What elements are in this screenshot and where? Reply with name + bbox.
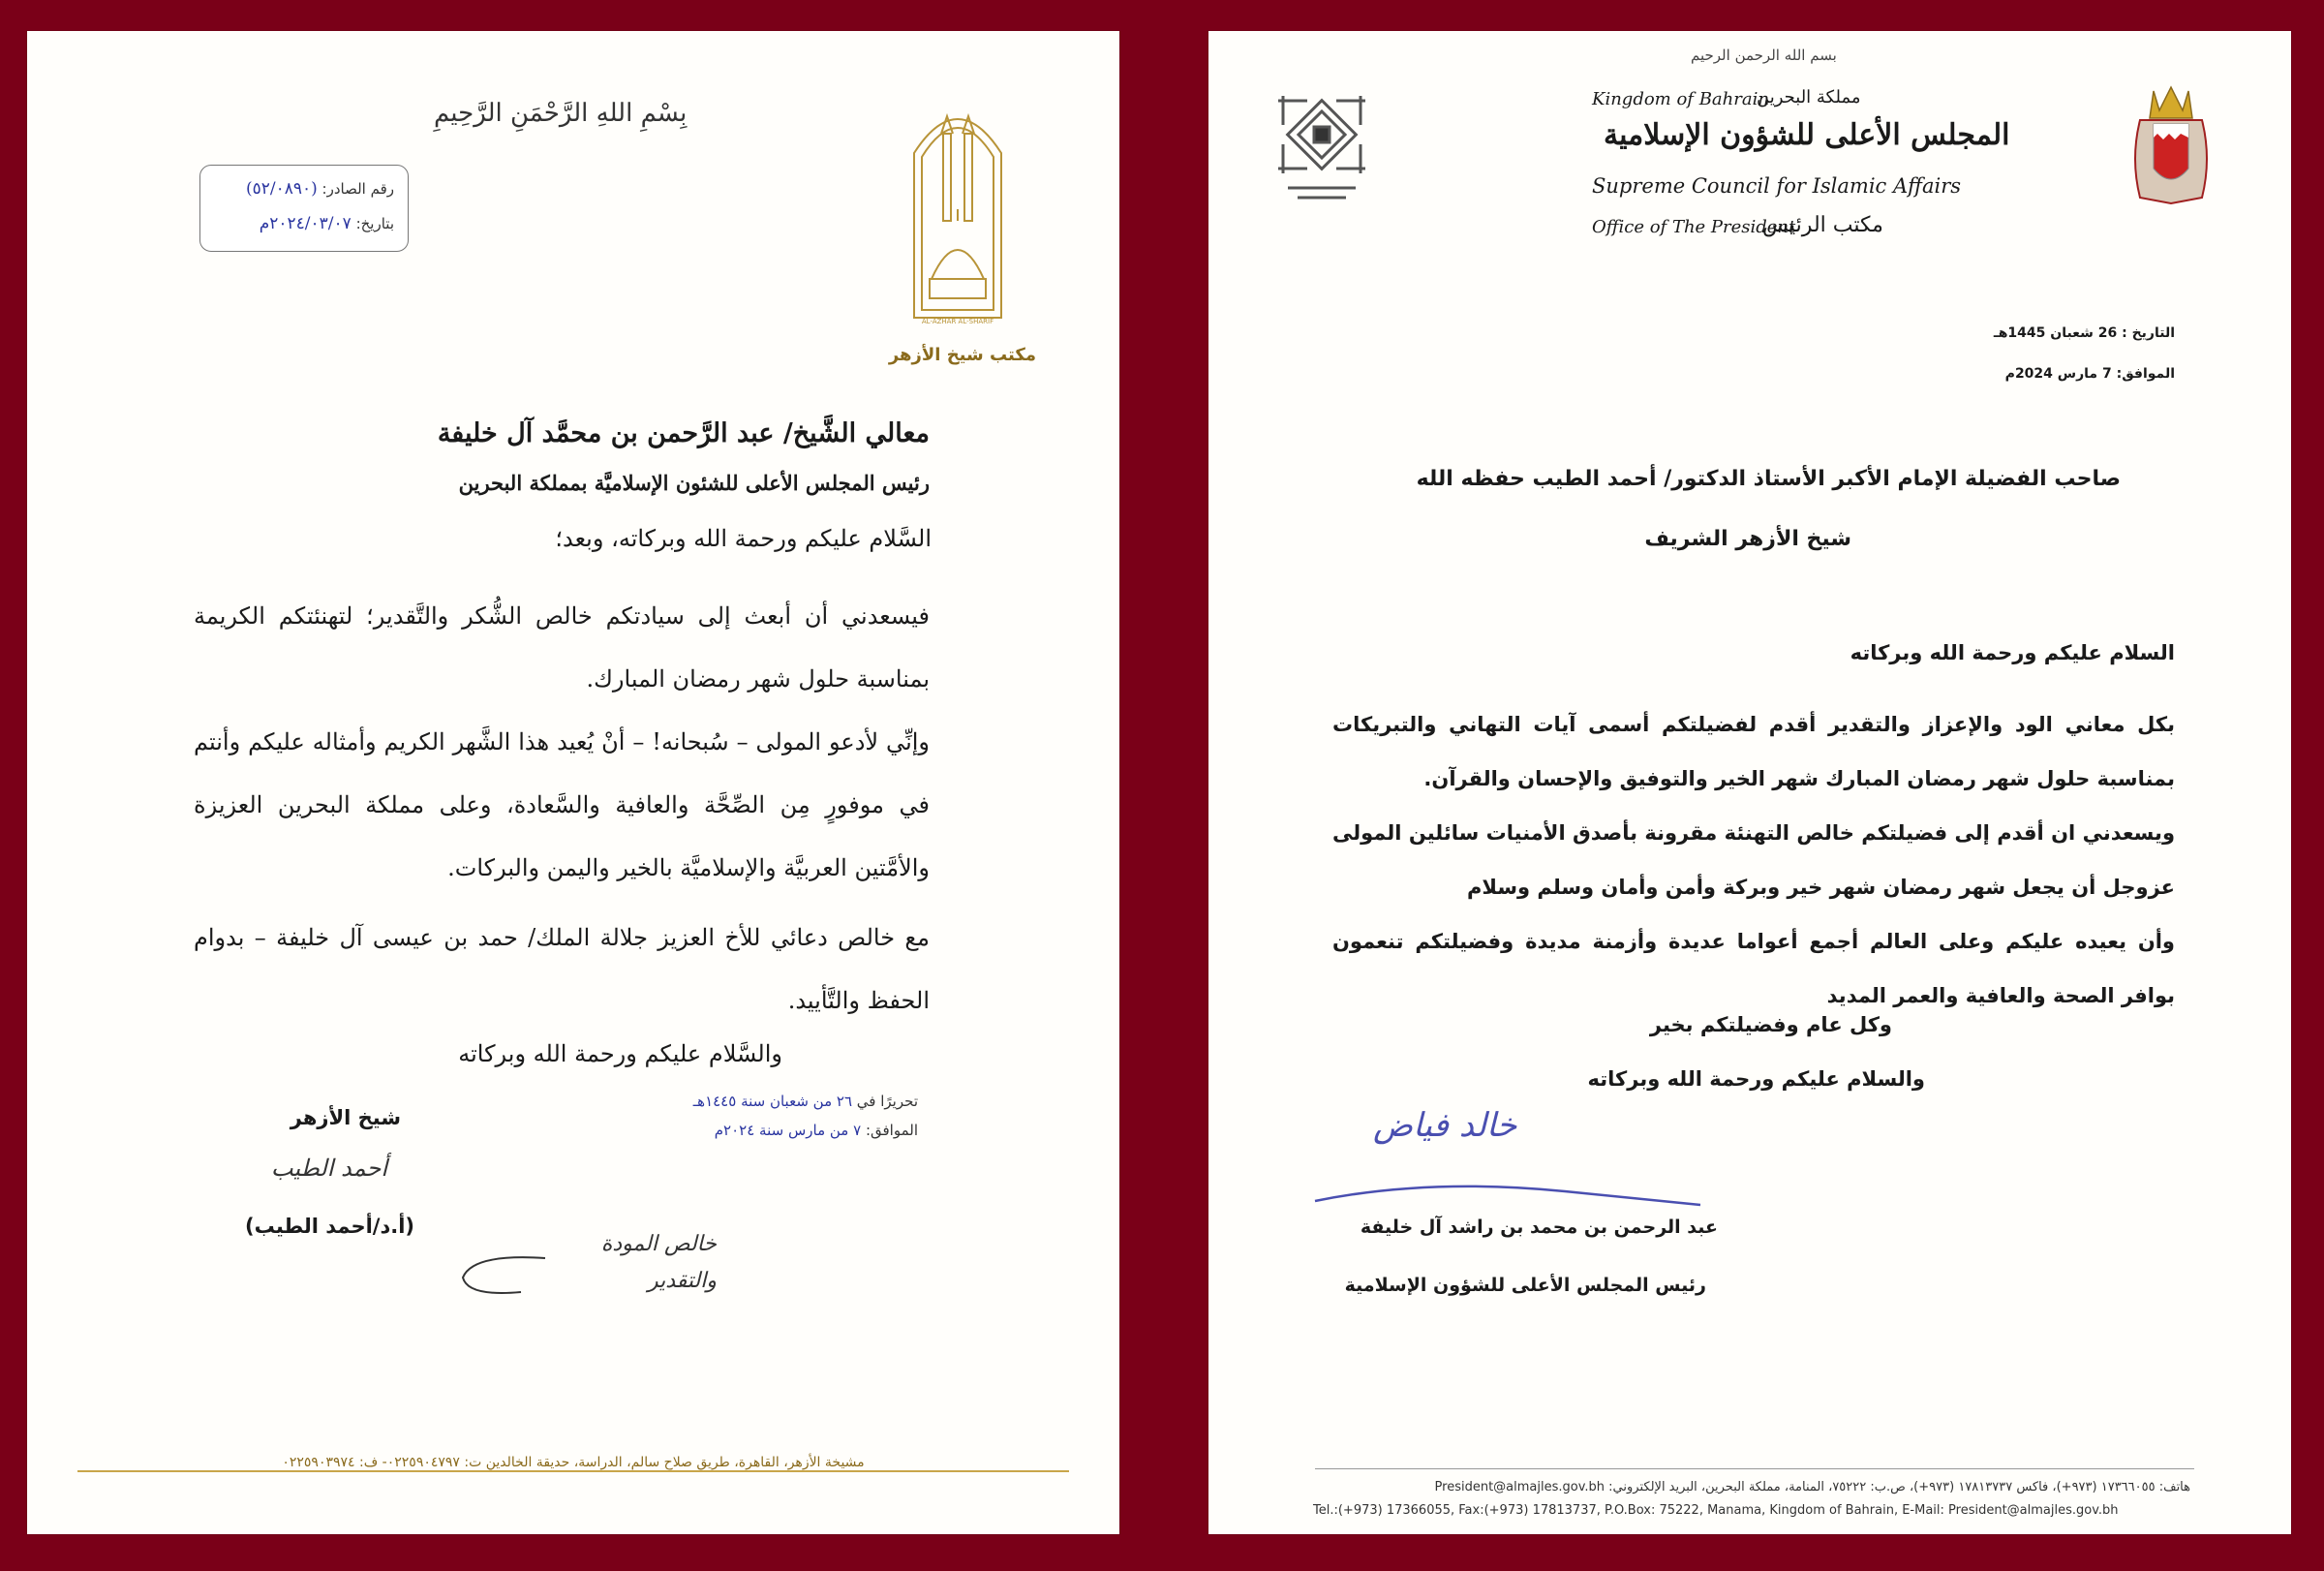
wish: وكل عام وفضيلتكم بخير: [1649, 1013, 1892, 1036]
footer: مشيخة الأزهر، القاهرة، طريق صلاح سالم، الدراسة، حديقة الخالدين ت: ٠٢٢٥٩٠٤٧٩٧- ف: ٠٢٢٥٩٠٣٩٧٤: [27, 1455, 1119, 1470]
signature: خالد فياض: [1373, 1106, 1517, 1145]
calligraphy-emblem: [1269, 81, 1375, 207]
addressee: صاحب الفضيلة الإمام الأكبر الأستاذ الدكتور/ أحمد الطيب حفظه الله: [1416, 467, 2121, 491]
council-name-en: Supreme Council for Islamic Affairs: [1592, 174, 1962, 198]
office-name-en: Office of The President: [1592, 217, 1796, 237]
basmala: بِسْمِ اللهِ الرَّحْمَنِ الرَّحِيمِ: [434, 99, 688, 128]
closing: والسَّلام عليكم ورحمة الله وبركاته: [458, 1040, 782, 1067]
bahrain-letter: [1208, 31, 2291, 1534]
reference-number: رقم الصادر: (٥٢/٠٨٩٠): [245, 179, 394, 199]
date-gregorian: الموافق: 7 مارس 2024م: [2004, 366, 2175, 382]
closing: والسلام عليكم ورحمة الله وبركاته: [1587, 1067, 1925, 1091]
office-name-ar: مكتب الرئيس: [1762, 213, 1883, 237]
signatory-title: رئيس المجلس الأعلى للشؤون الإسلامية: [1344, 1275, 1706, 1296]
body-paragraph-2: وإنِّي لأدعو المولى – سُبحانه! – أنْ يُعيد هذا الشَّهر الكريم وأمثاله عليكم وأنتم في موفورٍ مِن الصِّحَّة والعافية والسَّعادة، وعلى مملكة البحرين العزيزة والأمَّتين العربيَّة والإسلاميَّة بالخير واليمن والبركات.: [194, 728, 930, 881]
date-gregorian: الموافق: ٧ من مارس سنة ٢٠٢٤م: [714, 1122, 918, 1139]
date-hijri: التاريخ : 26 شعبان 1445هـ: [1993, 325, 2175, 341]
addressee: معالي الشَّيخ/ عبد الرَّحمن بن محمَّد آل خليفة: [437, 418, 930, 448]
azhar-letter: [27, 31, 1119, 1534]
body-paragraph-1: بكل معاني الود والإعزاز والتقدير أقدم لفضيلتكم أسمى آيات التهاني والتبريكات بمناسبة حلول شهر رمضان المبارك شهر الخير والتوفيق والإحسان والقرآن.: [1332, 713, 2175, 790]
signatory-title: شيخ الأزهر: [290, 1106, 401, 1129]
al-azhar-logo: [904, 95, 1011, 327]
body-paragraph-3: وأن يعيده عليكم وعلى العالم أجمع أعواما عديدة وأزمنة مديدة وفضيلتكم تنعمون بوافر الصحة والعافية والعمر المديد: [1332, 930, 2175, 1007]
svg-text:AL-AZHAR AL-SHARIF: AL-AZHAR AL-SHARIF: [921, 318, 994, 325]
council-name-ar: المجلس الأعلى للشؤون الإسلامية: [1604, 118, 2010, 152]
signatory-name: (أ.د/أحمد الطيب): [244, 1215, 414, 1238]
reference-box: [199, 165, 409, 252]
body-paragraph-3: مع خالص دعائي للأخ العزيز جلالة الملك/ حمد بن عيسى آل خليفة – بدوام الحفظ والتَّأييد.: [194, 924, 931, 1014]
signature: أحمد الطيب: [270, 1155, 387, 1182]
footer-arabic: هاتف: ١٧٣٦٦٠٥٥ (٩٧٣+)، فاكس ١٧٨١٣٧٣٧ (٩٧٣+)، ص.ب: ٧٥٢٢٢، المنامة، مملكة البحرين، البريد الإلكتروني: President@almajles.gov.bh: [1434, 1480, 2190, 1494]
date-hijri: تحريرًا في ٢٦ من شعبان سنة ١٤٤٥هـ: [692, 1093, 918, 1110]
addressee-title: رئيس المجلس الأعلى للشئون الإسلاميَّة بمملكة البحرين: [458, 471, 930, 495]
basmala: بسم الله الرحمن الرحيم: [1691, 46, 1837, 64]
greeting: السَّلام عليكم ورحمة الله وبركاته، وبعد؛: [555, 525, 932, 552]
signature-underline: [1313, 1182, 1704, 1211]
handwritten-note-2: والتقدير: [647, 1269, 717, 1293]
addressee-title: شيخ الأزهر الشريف: [1644, 527, 1851, 551]
handwritten-flourish: [453, 1253, 550, 1302]
bahrain-coat-of-arms: [2130, 81, 2212, 207]
office-label: مكتب شيخ الأزهر: [888, 345, 1036, 365]
footer-rule: [77, 1470, 1069, 1472]
footer-rule: [1315, 1468, 2194, 1469]
body-paragraph-2: ويسعدني ان أقدم إلى فضيلتكم خالص التهنئة مقرونة بأصدق الأمنيات سائلين المولى عزوجل أن يجعل شهر رمضان شهر خير وبركة وأمن وأمان وسلم وسلام: [1332, 821, 2175, 899]
footer-english: Tel.:(+973) 17366055, Fax:(+973) 17813737, P.O.Box: 75222, Manama, Kingdom of Bahrain, E-Mail: President@almajles.gov.bh: [1313, 1503, 2119, 1518]
kingdom-name-ar: مملكة البحرين: [1757, 87, 1861, 108]
handwritten-note-1: خالص المودة: [600, 1232, 717, 1256]
signatory-name: عبد الرحمن بن محمد بن راشد آل خليفة: [1360, 1217, 1718, 1238]
body-paragraph-1: فيسعدني أن أبعث إلى سيادتكم خالص الشُّكر والتَّقدير؛ لتهنئتكم الكريمة بمناسبة حلول شهر رمضان المبارك.: [194, 602, 930, 693]
greeting: السلام عليكم ورحمة الله وبركاته: [1850, 641, 2175, 664]
kingdom-name-en: Kingdom of Bahrain: [1592, 89, 1769, 109]
reference-date: بتاريخ: ٢٠٢٤/٠٣/٠٧م: [259, 214, 394, 233]
